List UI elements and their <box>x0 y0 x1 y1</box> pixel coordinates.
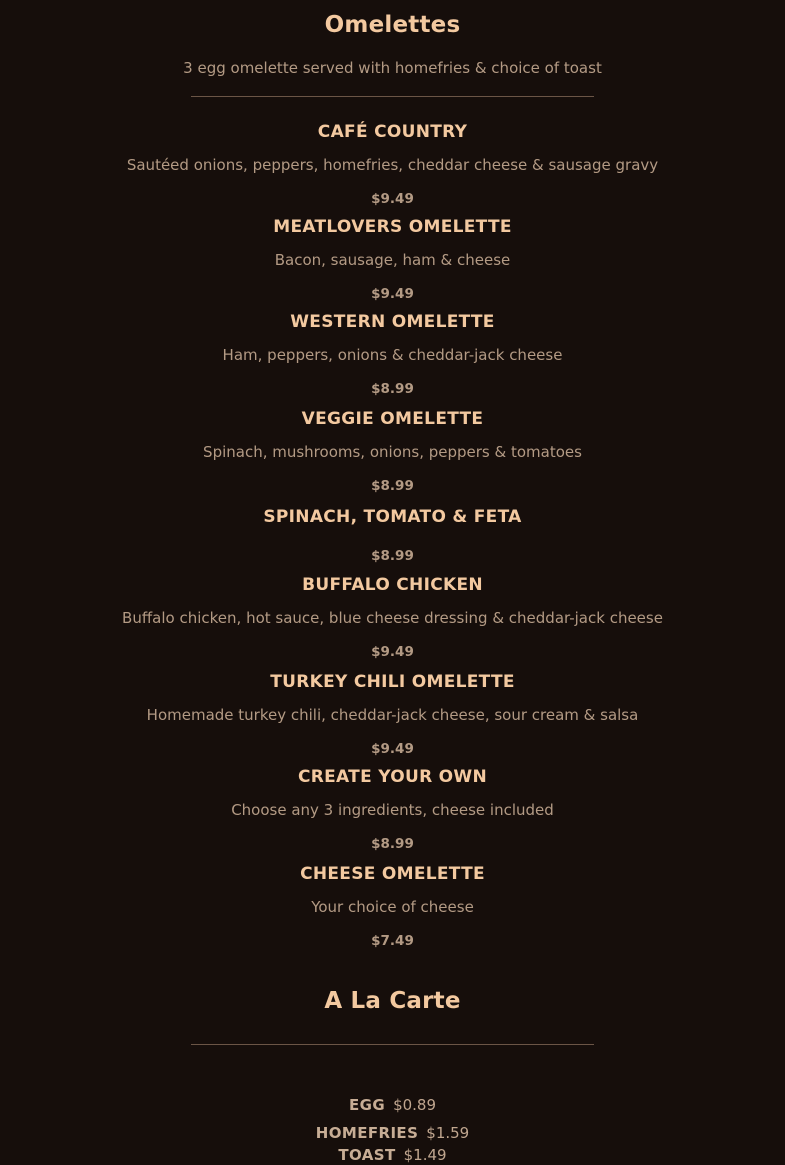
menu-item-description: Your choice of cheese <box>311 898 474 916</box>
menu-item-name: WESTERN OMELETTE <box>290 312 495 332</box>
a-la-carte-item-price: $1.59 <box>426 1124 470 1142</box>
menu-item-description: Spinach, mushrooms, onions, peppers & tomatoes <box>203 443 582 461</box>
menu-item-name: TURKEY CHILI OMELETTE <box>270 672 515 692</box>
menu-item-price: $8.99 <box>371 381 414 397</box>
a-la-carte-item <box>0 1123 785 1143</box>
menu-item-name: VEGGIE OMELETTE <box>301 409 484 429</box>
menu-item-description: Buffalo chicken, hot sauce, blue cheese dressing & cheddar-jack cheese <box>122 609 663 627</box>
menu-item-price: $9.49 <box>371 191 414 207</box>
menu-item-name: SPINACH, TOMATO & FETA <box>263 507 522 527</box>
menu-item-price: $8.99 <box>371 836 414 852</box>
a-la-carte-item-price: $0.89 <box>393 1096 437 1114</box>
menu-item-price: $9.49 <box>371 741 414 757</box>
section-divider <box>191 1044 594 1045</box>
a-la-carte-item-name: TOAST <box>338 1146 396 1164</box>
section-title-omelettes: Omelettes <box>324 12 461 38</box>
menu-item-price: $9.49 <box>371 644 414 660</box>
section-title-a-la-carte: A La Carte <box>324 988 461 1014</box>
menu-item-price: $8.99 <box>371 548 414 564</box>
menu-item-description: Ham, peppers, onions & cheddar-jack cheese <box>222 346 563 364</box>
menu-item-description: Choose any 3 ingredients, cheese included <box>231 801 554 819</box>
menu-item-price: $8.99 <box>371 478 414 494</box>
menu-item-name: CREATE YOUR OWN <box>297 767 488 787</box>
menu-item-name: MEATLOVERS OMELETTE <box>273 217 512 237</box>
menu-item-price: $9.49 <box>371 286 414 302</box>
a-la-carte-item <box>0 1145 785 1165</box>
menu-item-description: Bacon, sausage, ham & cheese <box>274 251 511 269</box>
a-la-carte-item-name: HOMEFRIES <box>315 1124 419 1142</box>
menu-item-name: BUFFALO CHICKEN <box>302 575 483 595</box>
section-description-omelettes: 3 egg omelette served with homefries & choice of toast <box>183 59 602 77</box>
menu-item-name: CHEESE OMELETTE <box>300 864 485 884</box>
menu-item-description: Homemade turkey chili, cheddar-jack cheese, sour cream & salsa <box>146 706 639 724</box>
section-divider <box>191 96 594 97</box>
a-la-carte-item-price: $1.49 <box>403 1146 447 1164</box>
menu-item-description: Sautéed onions, peppers, homefries, cheddar cheese & sausage gravy <box>126 156 659 174</box>
menu-item-price: $7.49 <box>371 933 414 949</box>
a-la-carte-item <box>0 1095 785 1115</box>
a-la-carte-item-name: EGG <box>348 1096 386 1114</box>
menu-item-name: CAFÉ COUNTRY <box>317 122 468 142</box>
